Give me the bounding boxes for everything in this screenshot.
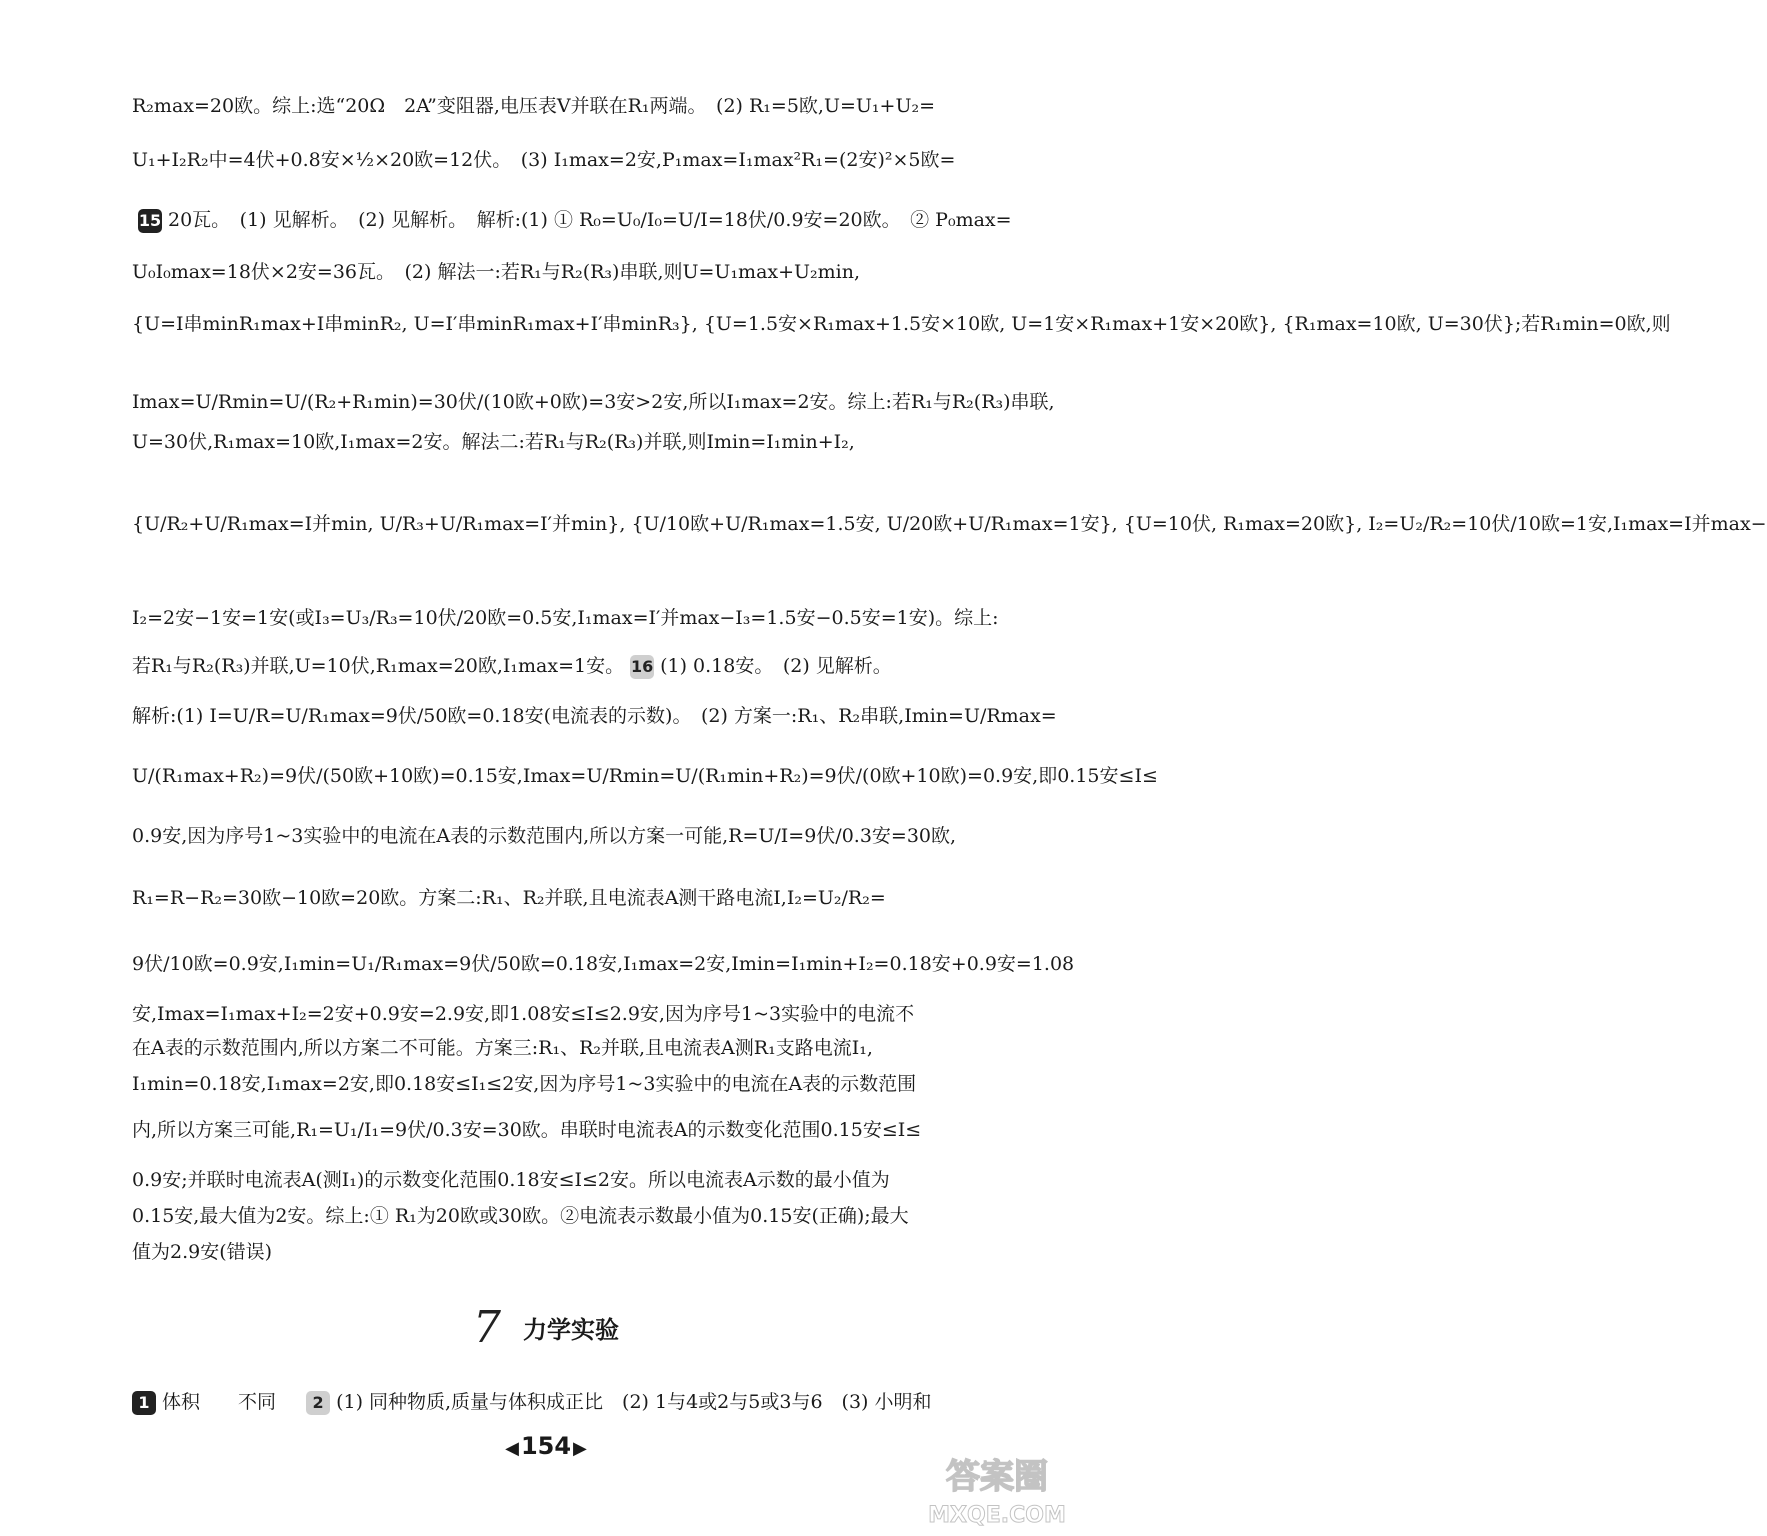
text-line-5: {U=I串minR₁max+I串minR₂, U=I′串minR₁max+I′串minR₃}, {U=1.5安×R₁max+1.5安×10欧, U=1安×R₁max+1安×20欧}, {R₁max=10欧, U=30伏};若R₁min=0欧,则: [132, 313, 1671, 335]
question-number-badge: 1: [132, 1391, 156, 1415]
section-heading: [0, 1302, 1092, 1353]
text-line-22: 值为2.9安(错误): [132, 1241, 273, 1263]
question-number-badge: 2: [306, 1391, 330, 1415]
question-number-badge: 15: [138, 209, 162, 233]
text-line-12: U/(R₁max+R₂)=9伏/(50欧+10欧)=0.15安,Imax=U/Rmin=U/(R₁min+R₂)=9伏/(0欧+10欧)=0.9安,即0.15安≤I≤: [132, 765, 1158, 787]
text-line-7: U=30伏,R₁max=10欧,I₁max=2安。解法二:若R₁与R₂(R₃)并联,则Imin=I₁min+I₂,: [132, 431, 855, 453]
text-line-21: 0.15安,最大值为2安。综上:① R₁为20欧或30欧。②电流表示数最小值为0.15安(正确);最大: [132, 1205, 909, 1227]
text-line-8: {U/R₂+U/R₁max=I并min, U/R₃+U/R₁max=I′并min}, {U/10欧+U/R₁max=1.5安, U/20欧+U/R₁max=1安}, {U=10伏, R₁max=20欧}, I₂=U₂/R₂=10伏/10欧=1安,I₁max=I并max−: [132, 513, 1767, 535]
text-line-3: 15 20瓦。 (1) 见解析。 (2) 见解析。 解析:(1) ① R₀=U₀/I₀=U/I=18伏/0.9安=20欧。 ② P₀max=: [138, 209, 1012, 231]
watermark-bottom: MXQE.COM: [928, 1503, 1066, 1528]
answer-line: 1 体积 不同 2 (1) 同种物质,质量与体积成正比 (2) 1与4或2与5或3与6 (3) 小明和: [132, 1388, 1012, 1416]
text-line-19: 内,所以方案三可能,R₁=U₁/I₁=9伏/0.3安=30欧。串联时电流表A的示数变化范围0.15安≤I≤: [132, 1119, 922, 1141]
section-number: 7: [473, 1302, 501, 1353]
text-line-17: 在A表的示数范围内,所以方案二不可能。方案三:R₁、R₂并联,且电流表A测R₁支路电流I₁,: [132, 1037, 873, 1059]
text-line-4: U₀I₀max=18伏×2安=36瓦。 (2) 解法一:若R₁与R₂(R₃)串联,则U=U₁max+U₂min,: [132, 261, 861, 283]
right-triangle-icon: ▶: [573, 1438, 587, 1459]
text-line-2: U₁+I₂R₂中=4伏+0.8安×½×20欧=12伏。 (3) I₁max=2安,P₁max=I₁max²R₁=(2安)²×5欧=: [132, 149, 956, 171]
page-number: ◀154 ▶: [505, 1432, 587, 1460]
watermark-top: 答案圈: [946, 1457, 1048, 1497]
text-line-16: 安,Imax=I₁max+I₂=2安+0.9安=2.9安,即1.08安≤I≤2.9安,因为序号1~3实验中的电流不: [132, 1003, 915, 1025]
question-number-badge: 16: [630, 655, 654, 679]
section-title: 力学实验: [523, 1316, 619, 1344]
text-line-11: 解析:(1) I=U/R=U/R₁max=9伏/50欧=0.18安(电流表的示数)。 (2) 方案一:R₁、R₂串联,Imin=U/Rmax=: [132, 705, 1057, 727]
text-line-9: I₂=2安−1安=1安(或I₃=U₃/R₃=10伏/20欧=0.5安,I₁max=I′并max−I₃=1.5安−0.5安=1安)。综上:: [132, 607, 999, 629]
text-line-14: R₁=R−R₂=30欧−10欧=20欧。方案二:R₁、R₂并联,且电流表A测干路电流I,I₂=U₂/R₂=: [132, 887, 886, 909]
watermark-logo: [912, 1450, 1082, 1530]
text-line-1: R₂max=20欧。综上:选“20Ω 2A”变阻器,电压表V并联在R₁两端。 (2) R₁=5欧,U=U₁+U₂=: [132, 95, 935, 117]
left-triangle-icon: ◀: [505, 1438, 519, 1459]
text-line-13: 0.9安,因为序号1~3实验中的电流在A表的示数范围内,所以方案一可能,R=U/I=9伏/0.3安=30欧,: [132, 825, 957, 847]
text-line-18: I₁min=0.18安,I₁max=2安,即0.18安≤I₁≤2安,因为序号1~3实验中的电流在A表的示数范围: [132, 1073, 917, 1095]
text-line-20: 0.9安;并联时电流表A(测I₁)的示数变化范围0.18安≤I≤2安。所以电流表A示数的最小值为: [132, 1169, 890, 1191]
text-line-10: 若R₁与R₂(R₃)并联,U=10伏,R₁max=20欧,I₁max=1安。 16 (1) 0.18安。 (2) 见解析。: [132, 655, 892, 677]
text-line-6: Imax=U/Rmin=U/(R₂+R₁min)=30伏/(10欧+0欧)=3安>2安,所以I₁max=2安。综上:若R₁与R₂(R₃)串联,: [132, 391, 1055, 413]
text-line-15: 9伏/10欧=0.9安,I₁min=U₁/R₁max=9伏/50欧=0.18安,I₁max=2安,Imin=I₁min+I₂=0.18安+0.9安=1.08: [132, 953, 1075, 975]
